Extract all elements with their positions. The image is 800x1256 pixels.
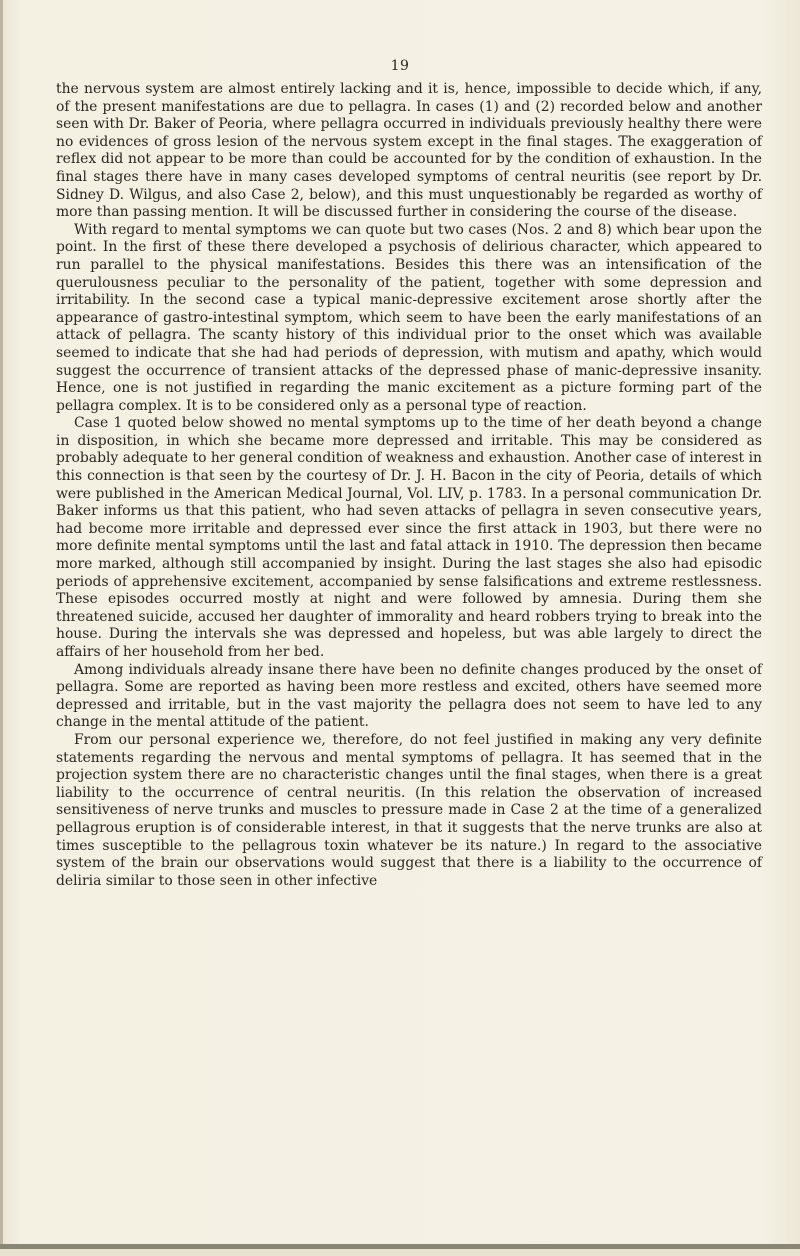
paragraph-5: From our personal experience we, therefore, do not feel justified in making any very definite statements regarding the nervous and mental symptoms of pellagra. It has seemed that in the projection system there are no characteristic changes until the final stages, when there is a great liability to the occurrence of central neuritis. (In this relation the observation of increased sensitiveness of nerve trunks and muscles to pressure made in Case 2 at the time of a generalized pellagrous eruption is of considerable interest, in that it suggests that the nerve trunks are also at times susceptible to the pellagrous toxin whatever be its nature.) In regard to the associative system of the brain our observations would suggest that there is a liability to the occurrence of deliria similar to those seen in other infective	[56, 731, 762, 889]
paragraph-4: Among individuals already insane there have been no definite changes produced by the onset of pellagra. Some are reported as having been more restless and excited, others have seemed more depressed and irritable, but in the vast majority the pellagra does not seem to have led to any change in the mental attitude of the patient.	[56, 661, 762, 731]
page-binding-edge	[0, 0, 3, 1256]
page-bottom-edge	[0, 1249, 800, 1256]
paragraph-1: the nervous system are almost entirely lacking and it is, hence, impossible to decide which, if any, of the present manifestations are due to pellagra. In cases (1) and (2) recorded below and another seen with Dr. Baker of Peoria, where pellagra occurred in individuals previously healthy there were no evidences of gross lesion of the nervous system except in the final stages. The exaggeration of reflex did not appear to be more than could be accounted for by the condition of exhaustion. In the final stages there have in many cases developed symptoms of central neuritis (see report by Dr. Sidney D. Wilgus, and also Case 2, below), and this must unquestionably be regarded as worthy of more than passing mention. It will be discussed further in considering the course of the disease.	[56, 81, 762, 221]
paragraph-3: Case 1 quoted below showed no mental symptoms up to the time of her death beyond a change in disposition, in which she became more depressed and irritable. This may be considered as probably adequate to her general condition of weakness and exhaustion. Another case of interest in this connection is that seen by the courtesy of Dr. J. H. Bacon in the city of Peoria, details of which were published in the American Medical Journal, Vol. LIV, p. 1783. In a personal communication Dr. Baker informs us that this patient, who had seven attacks of pellagra in seven consecutive years, had become more irritable and depressed ever since the first attack in 1903, but there were no more definite mental symptoms until the last and fatal attack in 1910. The depression then became more marked, although still accompanied by insight. During the last stages she also had episodic periods of apprehensive excitement, accompanied by sense falsifications and extreme restlessness. These episodes occurred mostly at night and were followed by amnesia. During them she threatened suicide, accused her daughter of immorality and heard robbers trying to break into the house. During the intervals she was depressed and hopeless, but was able largely to direct the affairs of her household from her bed.	[56, 415, 762, 660]
page-number: 19	[390, 58, 410, 74]
body-text	[56, 81, 762, 890]
paragraph-2: With regard to mental symptoms we can quote but two cases (Nos. 2 and 8) which bear upon the point. In the first of these there developed a psychosis of delirious character, which appeared to run parallel to the physical manifestations. Besides this there was an intensification of the querulousness peculiar to the personality of the patient, together with some depression and irritability. In the second case a typical manic-depressive excitement arose shortly after the appearance of gastro-intestinal symptom, which seem to have been the early manifestations of an attack of pellagra. The scanty history of this individual prior to the onset which was available seemed to indicate that she had had periods of depression, with mutism and apathy, which would suggest the occurrence of transient attacks of the depressed phase of manic-depressive insanity. Hence, one is not justified in regarding the manic excitement as a picture forming part of the pellagra complex. It is to be considered only as a personal type of reaction.	[56, 221, 762, 414]
